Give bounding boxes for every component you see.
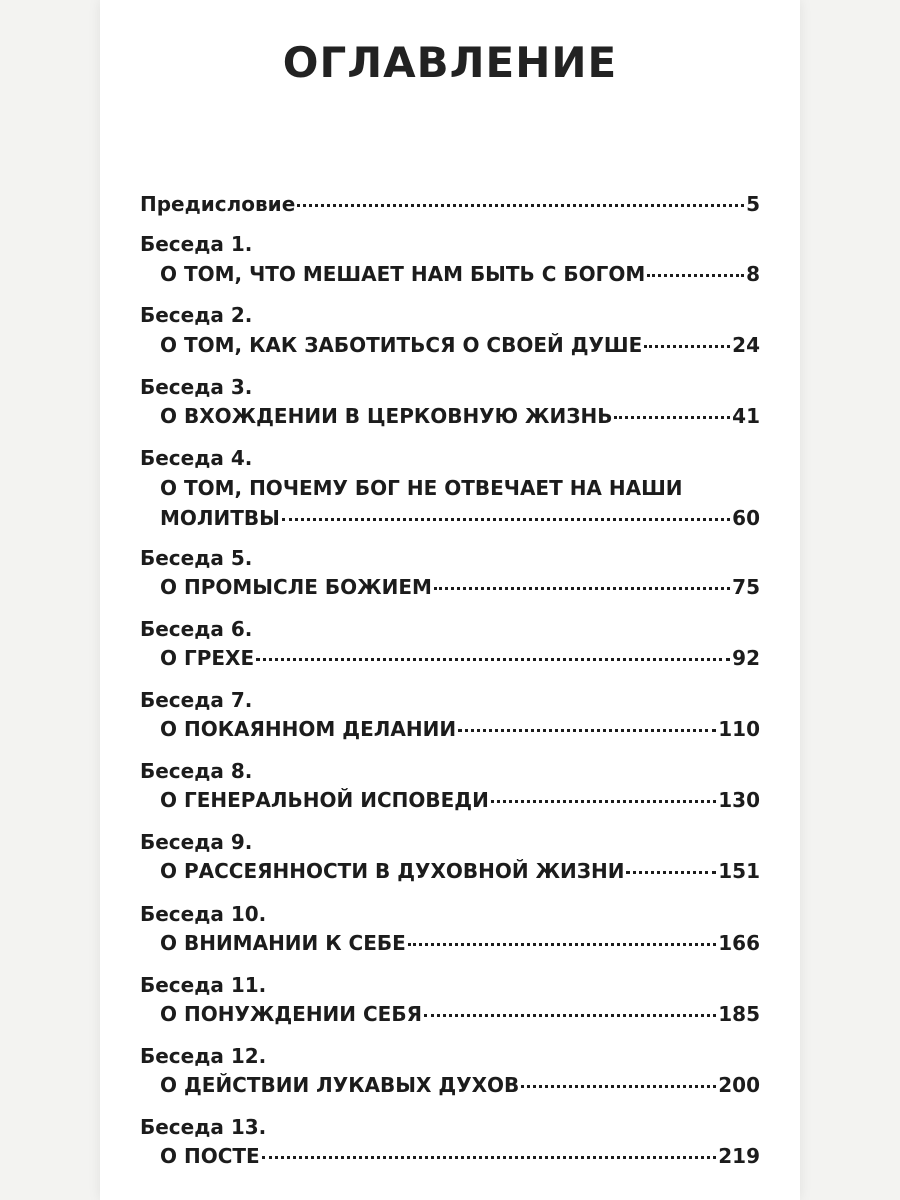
chapter-heading: Беседа 4.: [140, 446, 253, 470]
toc-entry: [160, 1144, 760, 1168]
toc-page-number: 166: [718, 931, 760, 955]
dot-leader: [647, 274, 744, 277]
toc-entry: [160, 476, 760, 530]
chapter-heading: Беседа 7.: [140, 688, 253, 712]
toc-page-number: 24: [732, 333, 760, 357]
toc-page-number: 60: [732, 506, 760, 530]
chapter-heading: Беседа 6.: [140, 617, 253, 641]
toc-entry: [160, 333, 760, 357]
chapter-heading: Беседа 12.: [140, 1044, 267, 1068]
toc-entry: [160, 1002, 760, 1026]
toc-page-number: 151: [718, 859, 760, 883]
chapter-heading: Беседа 8.: [140, 759, 253, 783]
toc-entry: [160, 931, 760, 955]
toc-entry: [160, 404, 760, 428]
dot-leader: [521, 1085, 716, 1088]
toc-entry-label: О ДЕЙСТВИИ ЛУКАВЫХ ДУХОВ: [160, 1073, 520, 1097]
toc-page-number: 41: [732, 404, 760, 428]
toc-entry-label: О ТОМ, КАК ЗАБОТИТЬСЯ О СВОЕЙ ДУШЕ: [160, 333, 643, 357]
toc-page-number: 185: [718, 1002, 760, 1026]
toc-entry-label-continued: МОЛИТВЫ: [160, 506, 280, 530]
toc-entry: [160, 262, 760, 286]
dot-leader: [297, 204, 744, 207]
toc-entry-label: Предисловие: [140, 192, 296, 216]
toc-entry-label: О ПОНУЖДЕНИИ СЕБЯ: [160, 1002, 422, 1026]
toc-page-number: 200: [718, 1073, 760, 1097]
toc-page-number: 8: [746, 262, 760, 286]
dot-leader: [424, 1014, 716, 1017]
chapter-heading: Беседа 5.: [140, 546, 253, 570]
dot-leader: [626, 871, 716, 874]
toc-entry-label: О ПОСТЕ: [160, 1144, 260, 1168]
toc-entry-label: О ГЕНЕРАЛЬНОЙ ИСПОВЕДИ: [160, 788, 489, 812]
dot-leader: [458, 729, 716, 732]
toc-entry-label: О ВХОЖДЕНИИ В ЦЕРКОВНУЮ ЖИЗНЬ: [160, 404, 613, 428]
dot-leader: [644, 345, 730, 348]
dot-leader: [262, 1156, 717, 1159]
toc-entry-label: О ПОКАЯННОМ ДЕЛАНИИ: [160, 717, 457, 741]
chapter-heading: Беседа 2.: [140, 303, 253, 327]
toc-page-number: 219: [718, 1144, 760, 1168]
toc-entry-line: [160, 506, 760, 530]
dot-leader: [408, 943, 716, 946]
chapter-heading: Беседа 1.: [140, 232, 253, 256]
toc-entry-label: О ТОМ, ПОЧЕМУ БОГ НЕ ОТВЕЧАЕТ НА НАШИ: [160, 476, 683, 500]
page-title: ОГЛАВЛЕНИЕ: [282, 38, 618, 87]
toc-entry: [160, 646, 760, 670]
toc-entry: [160, 717, 760, 741]
chapter-heading: Беседа 10.: [140, 902, 267, 926]
toc-entry: [160, 788, 760, 812]
dot-leader: [491, 800, 716, 803]
chapter-heading: Беседа 11.: [140, 973, 267, 997]
dot-leader: [614, 416, 730, 419]
toc-entry-label: О ВНИМАНИИ К СЕБЕ: [160, 931, 406, 955]
dot-leader: [434, 587, 730, 590]
toc-page-number: 92: [732, 646, 760, 670]
chapter-heading: Беседа 9.: [140, 830, 253, 854]
toc-page-number: 5: [746, 192, 760, 216]
toc-page-number: 110: [718, 717, 760, 741]
toc-entry-label: О РАССЕЯННОСТИ В ДУХОВНОЙ ЖИЗНИ: [160, 859, 625, 883]
toc-entry-label: О ТОМ, ЧТО МЕШАЕТ НАМ БЫТЬ С БОГОМ: [160, 262, 646, 286]
toc-entry-label: О ПРОМЫСЛЕ БОЖИЕМ: [160, 575, 432, 599]
toc-entry: [160, 859, 760, 883]
toc-entry: [160, 575, 760, 599]
dot-leader: [282, 518, 730, 521]
chapter-heading: Беседа 3.: [140, 375, 253, 399]
dot-leader: [256, 658, 730, 661]
toc-page-number: 130: [718, 788, 760, 812]
toc-entry-label: О ГРЕХЕ: [160, 646, 255, 670]
toc-entry: [160, 1073, 760, 1097]
toc-page-number: 75: [732, 575, 760, 599]
chapter-heading: Беседа 13.: [140, 1115, 267, 1139]
toc-entry-preface: [140, 192, 760, 216]
